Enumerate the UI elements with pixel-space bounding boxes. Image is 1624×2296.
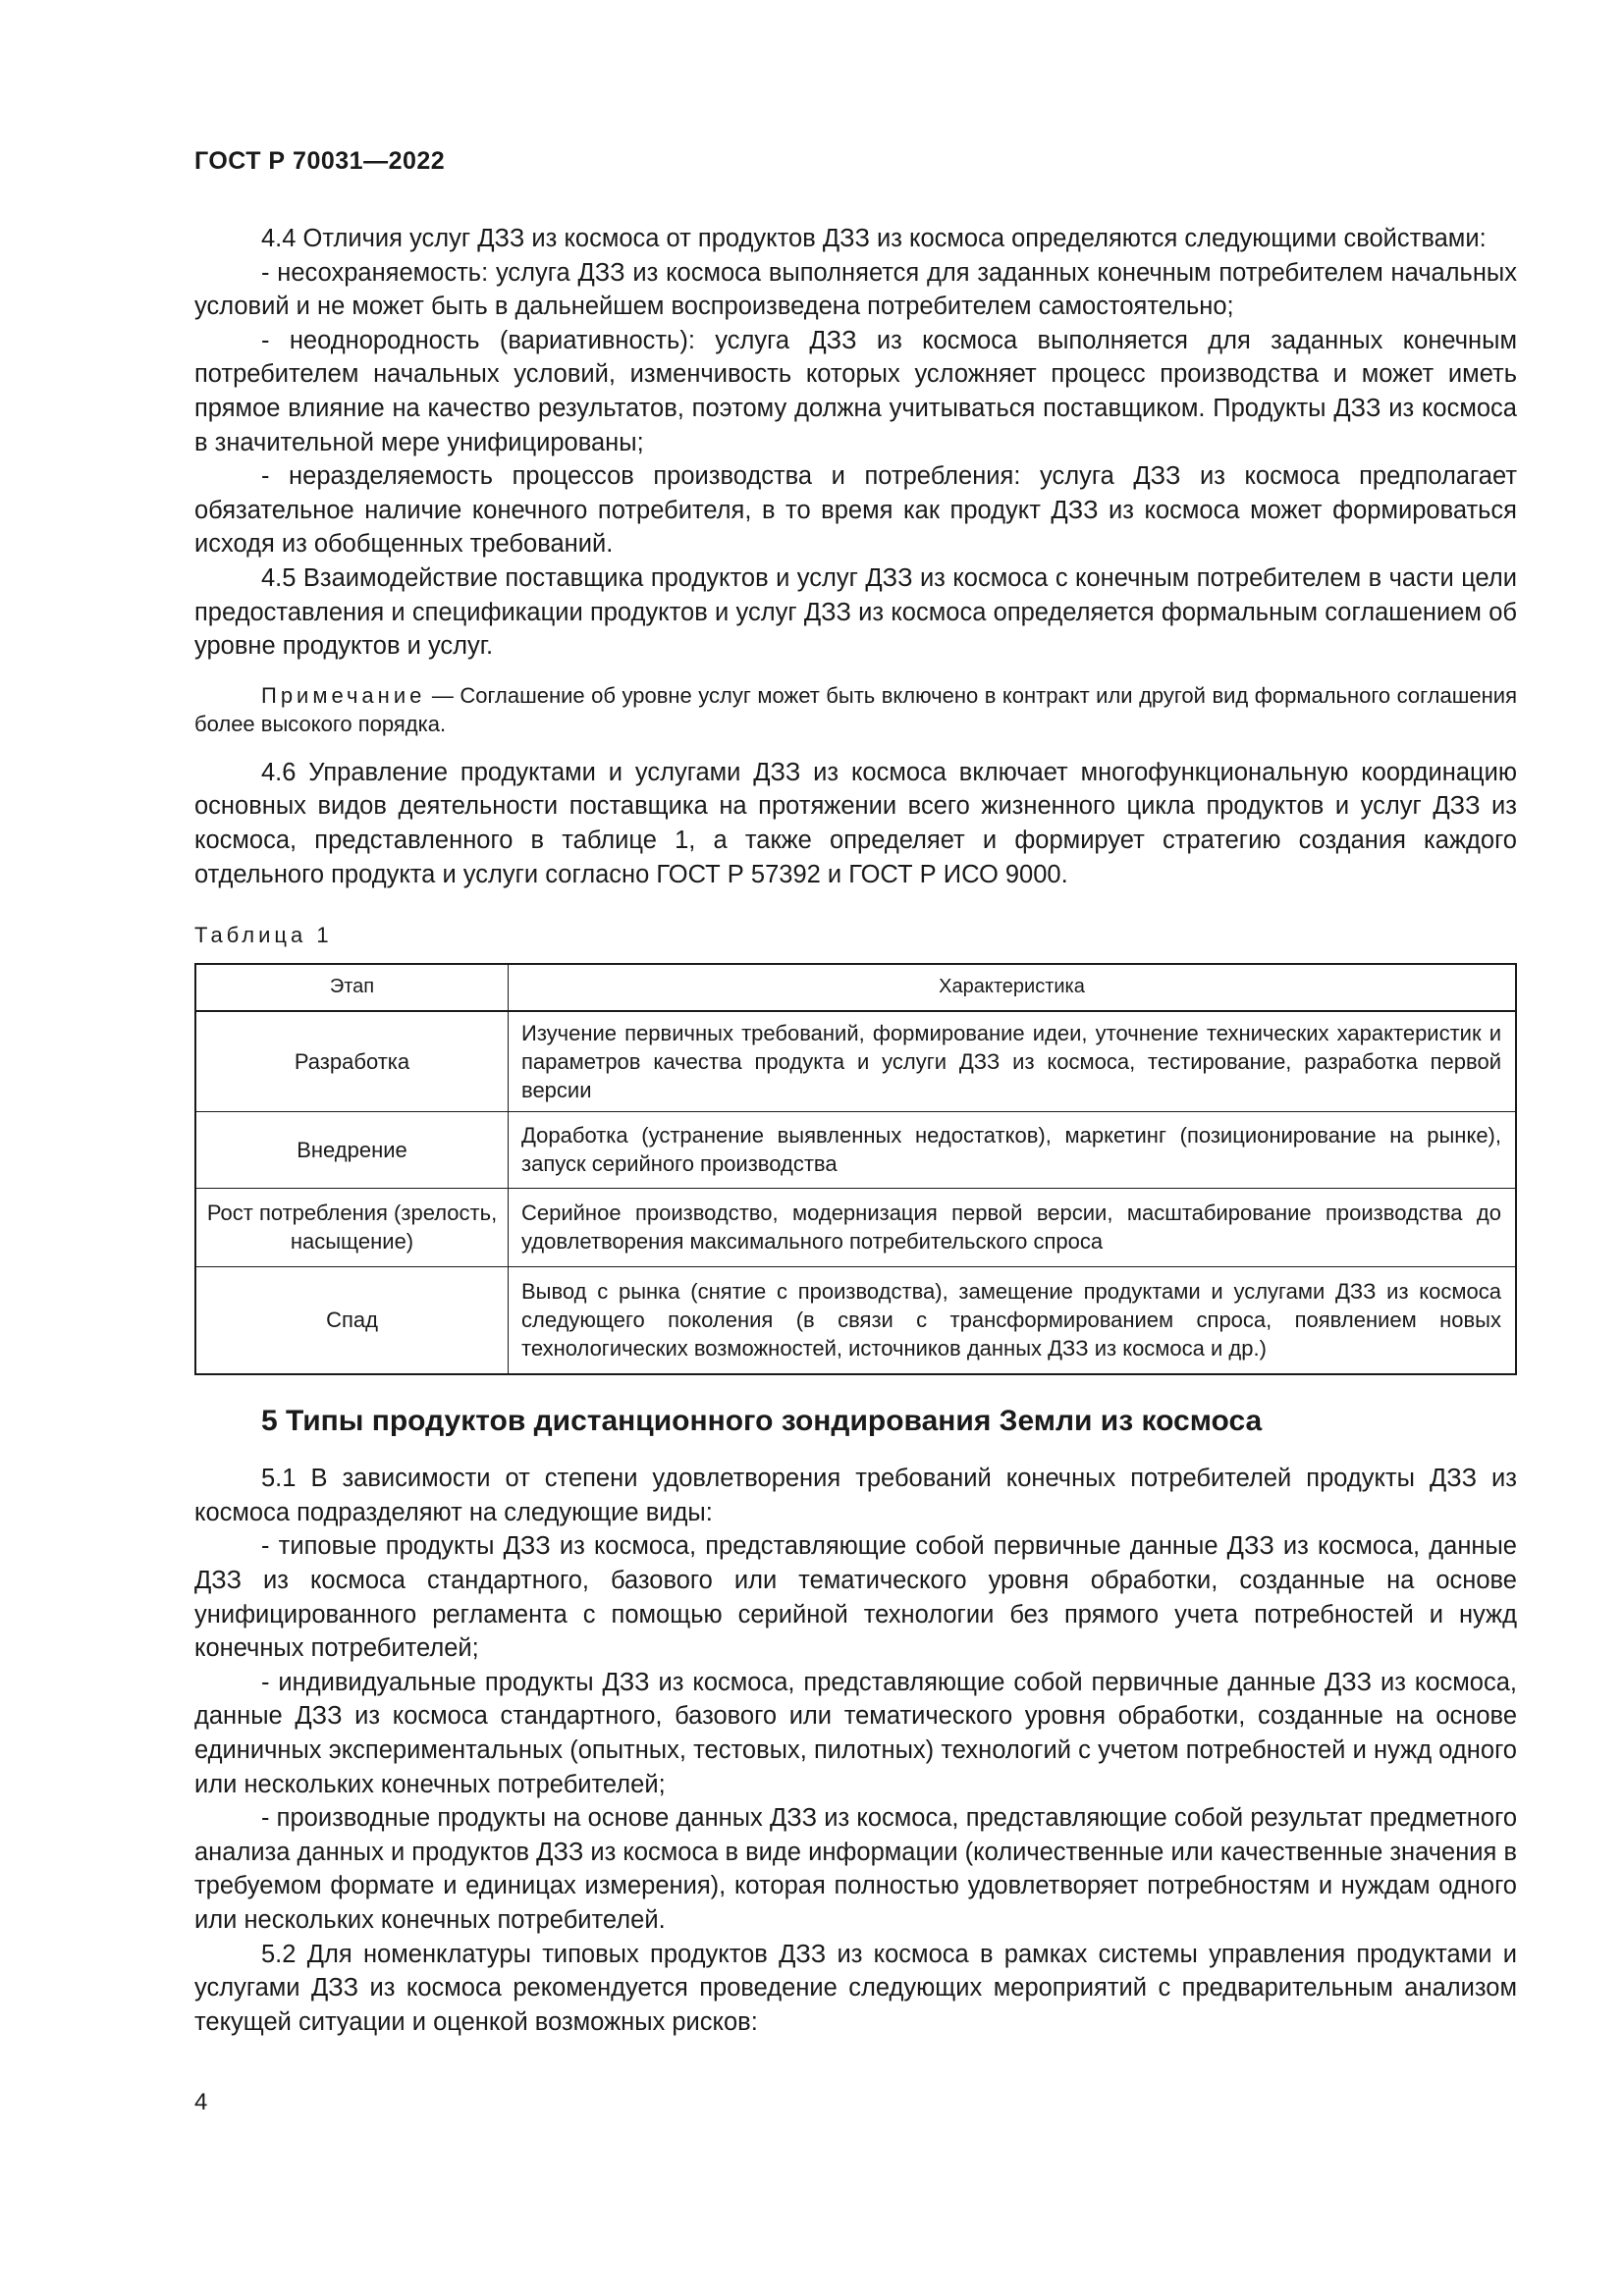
table-header-row [195,964,1516,1011]
note-label: Примечание [261,682,426,708]
stage-cell: Спад [195,1266,509,1374]
page-content [194,222,1517,2039]
list-item: - неразделяемость процессов производства и потребления: услуга ДЗЗ из космоса предполагает обязательное наличие конечного потребителя, в то время как продукт ДЗЗ из космоса может формироваться исходя из обобщенных требований. [194,462,1517,559]
table-row [195,1188,1516,1266]
paragraph-4-6: 4.6 Управление продуктами и услугами ДЗЗ из космоса включает многофункциональную координацию основных видов деятельности поставщика на протяжении всего жизненного цикла продуктов и услуг ДЗЗ из космоса, представленного в таблице 1, а также определяет и формирует стратегию создания каждого отдельного продукта и услуги согласно ГОСТ Р 57392 и ГОСТ Р ИСО 9000. [194,758,1517,888]
stage-cell: Разработка [195,1011,509,1112]
column-header-stage: Этап [195,964,509,1011]
section-5-heading: 5 Типы продуктов дистанционного зондирования Земли из космоса [261,1405,1263,1438]
paragraph-4-4: 4.4 Отличия услуг ДЗЗ из космоса от продуктов ДЗЗ из космоса определяются следующими свойствами: [261,225,1487,252]
list-item: - типовые продукты ДЗЗ из космоса, представляющие собой первичные данные ДЗЗ из космоса, данные ДЗЗ из космоса стандартного, базового или тематического уровня обработки, созданные на основе унифицированного регламента с помощью серийной технологии без прямого учета потребностей и нужд конечных потребителей; [194,1532,1517,1663]
list-item: - неоднородность (вариативность): услуга ДЗЗ из космоса выполняется для заданных конечным потребителем начальных условий, изменчивость которых усложняет процесс производства и может иметь прямое влияние на качество результатов, поэтому должна учитываться поставщиком. Продукты ДЗЗ из космоса в значительной мере унифицированы; [194,326,1517,456]
list-item: - производные продукты на основе данных ДЗЗ из космоса, представляющие собой результат предметного анализа данных и продуктов ДЗЗ из космоса в виде информации (количественные или качественные значения в требуемом формате и единицах измерения), которая полностью удовлетворяет потребностям и нуждам одного или нескольких конечных потребителей. [194,1804,1517,1934]
table-row [195,1011,1516,1112]
description-cell: Доработка (устранение выявленных недостатков), маркетинг (позиционирование на рынке), запуск серийного производства [509,1111,1517,1188]
column-header-characteristic: Характеристика [509,964,1517,1011]
description-cell: Серийное производство, модернизация первой версии, масштабирование производства до удовлетворения максимального потребительского спроса [509,1188,1517,1266]
list-item: - несохраняемость: услуга ДЗЗ из космоса выполняется для заданных конечным потребителем начальных условий и не может быть в дальнейшем воспроизведена потребителем самостоятельно; [194,258,1517,321]
note [194,681,1517,738]
paragraph-4-5: 4.5 Взаимодействие поставщика продуктов и услуг ДЗЗ из космоса с конечным потребителем в части цели предоставления и спецификации продуктов и услуг ДЗЗ из космоса определяется формальным соглашением об уровне продуктов и услуг. [194,563,1517,661]
note-text: — Соглашение об уровне услуг может быть включено в контракт или другой вид формального соглашения более высокого порядка. [194,682,1517,736]
paragraph-5-1: 5.1 В зависимости от степени удовлетворения требований конечных потребителей продукты ДЗЗ из космоса подразделяют на следующие виды: [194,1465,1517,1526]
table-row [195,1111,1516,1188]
description-cell: Изучение первичных требований, формирование идеи, уточнение технических характеристик и параметров качества продукта и услуги ДЗЗ из космоса, тестирование, разработка первой версии [509,1011,1517,1112]
table-title: Таблица 1 [194,923,333,948]
paragraph-5-2: 5.2 Для номенклатуры типовых продуктов ДЗЗ из космоса в рамках системы управления продуктами и услугами ДЗЗ из космоса рекомендуется проведение следующих мероприятий с предварительным анализом текущей ситуации и оценкой возможных рисков: [194,1940,1517,2036]
table-row [195,1266,1516,1374]
description-cell: Вывод с рынка (снятие с производства), замещение продуктами и услугами ДЗЗ из космоса следующего поколения (в связи с трансформированием спроса, появлением новых технологических возможностей, источников данных ДЗЗ из космоса и др.) [509,1266,1517,1374]
stage-cell: Внедрение [195,1111,509,1188]
document-id-header: ГОСТ Р 70031—2022 [194,147,446,175]
list-item: - индивидуальные продукты ДЗЗ из космоса, представляющие собой первичные данные ДЗЗ из космоса, данные ДЗЗ из космоса стандартного, базового или тематического уровня обработки, созданные на основе единичных экспериментальных (опытных, тестовых, пилотных) технологий с учетом потребностей и нужд одного или нескольких конечных потребителей; [194,1668,1517,1798]
stage-cell: Рост потребления (зрелость, насыщение) [195,1188,509,1266]
lifecycle-table [194,963,1517,1376]
page-number: 4 [194,2089,208,2115]
